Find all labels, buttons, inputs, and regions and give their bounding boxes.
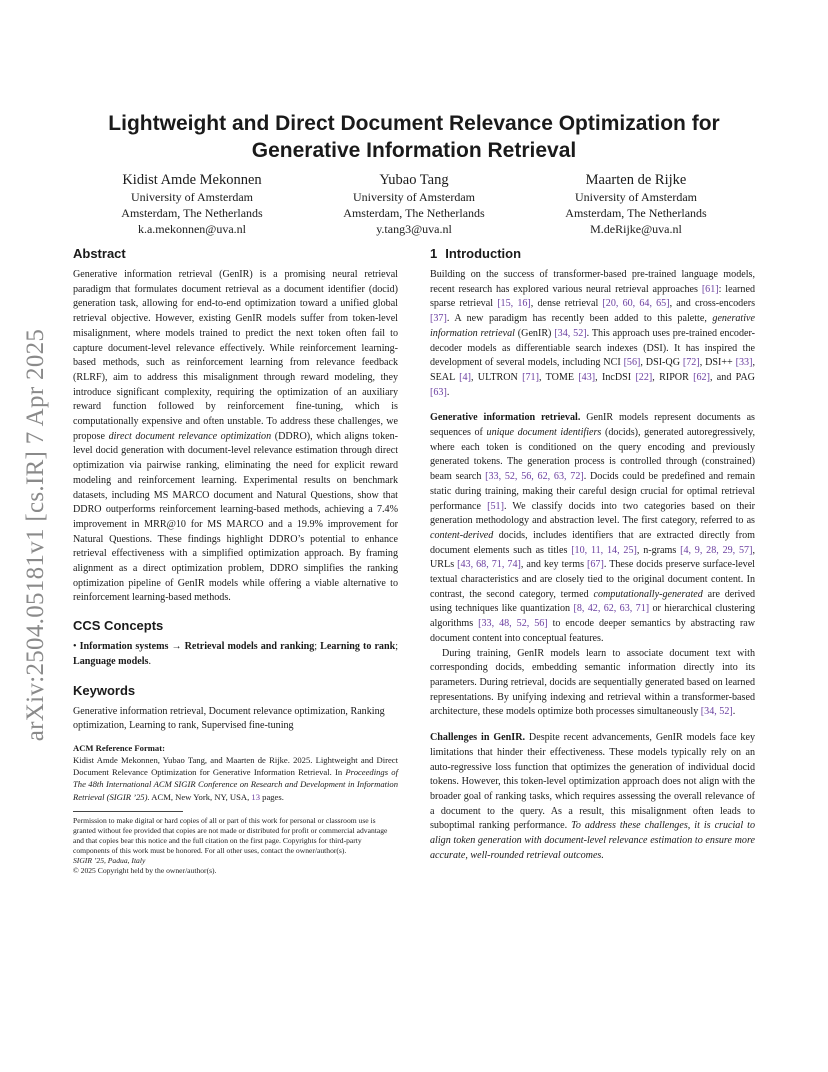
body-text: . Docids could be predefined and remain static during training, making their careful design crucial for optimal retrieval performance xyxy=(430,471,755,512)
citation-link[interactable]: [72] xyxy=(682,357,700,369)
ref-format-part2: ACM, New York, NY, USA, xyxy=(149,791,252,802)
ref-format-proceedings: Proceedings of The 48th International ACM SIGIR Conference on Research and Development in Information Retrieval (SIGIR ’25). xyxy=(73,767,398,802)
abstract-heading: Abstract xyxy=(73,246,126,261)
body-text: . A new paradigm has recently been added to this palette, xyxy=(446,313,713,325)
body-text: Building on the success of transformer-based pre-trained language models, recent research has explored various neural retrieval approaches xyxy=(430,269,755,295)
citation-link[interactable]: [22] xyxy=(635,371,653,383)
ccs-end: . xyxy=(148,655,151,667)
body-text: . We classify docids into two categories based on their generation methodology and abstraction level. The first category, referred to as xyxy=(430,500,755,527)
citation-link[interactable]: [34, 52] xyxy=(554,327,587,339)
citation-link[interactable]: [43, 68, 71, 74] xyxy=(457,559,521,571)
emphasized-text: computationally-generated xyxy=(593,588,703,600)
citation-link[interactable]: [10, 11, 14, 25] xyxy=(571,544,637,556)
author-3 xyxy=(526,171,746,237)
ccs-item: Learning to rank xyxy=(320,641,396,653)
emphasized-text: unique document identifiers xyxy=(486,427,602,439)
body-text: , IncDSI xyxy=(595,371,636,383)
body-text: , SEAL xyxy=(430,357,755,383)
body-text: , and cross-encoders xyxy=(669,298,755,310)
arxiv-stamp-text: arXiv:2504.05181v1 [cs.IR] 7 Apr 2025 xyxy=(22,328,50,742)
body-text: , DSI-QG xyxy=(640,357,683,369)
abstract-text-part1: Generative information retrieval (GenIR) is a promising neural retrieval paradigm that formulates document retrieval as a document identifier (docid) generation task, allowing for end-to-end optimization toward a unified global retrieval objective. However, existing GenIR models suffer from token-level misalignment, where models trained to predict the next token often fail to capture document-level relevance effectively. While reinforcement learning-based methods, such as reinforcement learning from relevance feedback (RLRF), aim to address this misalignment through reward modeling, they introduce significant complexity, requiring the optimization of an auxiliary reward function followed by reinforcement fine-tuning, which is computationally expensive and often unstable. To address these challenges, we propose xyxy=(73,269,398,442)
emphasized-text: generative information retrieval xyxy=(430,313,755,339)
citation-link[interactable]: [51] xyxy=(487,500,504,512)
body-text: docids, includes identifiers that are extracted directly from document elements such as titles xyxy=(430,529,755,556)
section-number: 1 xyxy=(430,246,438,261)
body-text: . xyxy=(446,386,450,398)
citation-link[interactable]: [4, 9, 28, 29, 57] xyxy=(680,544,753,556)
intro-paragraph-2 xyxy=(430,411,755,646)
ref-format-part3: pages. xyxy=(260,791,284,802)
author-2 xyxy=(304,171,524,237)
author-location: Amsterdam, The Netherlands xyxy=(343,206,485,220)
citation-link[interactable]: [63] xyxy=(430,386,447,398)
author-location: Amsterdam, The Netherlands xyxy=(565,206,707,220)
ccs-item: Retrieval models and ranking xyxy=(184,641,315,653)
body-text: , n-grams xyxy=(636,544,681,556)
author-1 xyxy=(82,171,302,237)
citation-link[interactable]: [8, 42, 62, 63, 71] xyxy=(573,603,650,615)
author-affiliation: University of Amsterdam xyxy=(353,190,475,204)
body-text: , and key terms xyxy=(520,559,588,571)
permission-text: Permission to make digital or hard copies of all or part of this work for personal or classroom use is granted without fee provided that copies are not made or distributed for profit or commercial advantage and that copies bear this notice and the full citation on the first page. Copyrights for third-party components of this work must be honored. For all other uses, contact the owner/author(s). xyxy=(73,815,388,855)
citation-link[interactable]: [61] xyxy=(701,283,719,295)
abstract-text-part2: (DDRO), which aligns token-level docid generation with document-level relevance estimation through direct optimization via pairwise ranking, eliminating the need for explicit reward modeling and reinforcement learning. Experimental results on benchmark datasets, including MS MARCO document and Natural Questions, show that DDRO outperforms reinforcement learning-based methods, achieving a 7.4% improvement in MRR@10 for MS MARCO and a 19.9% improvement for Natural Questions. These findings highlight DDRO’s potential to enhance retrieval effectiveness with a simplified optimization approach. By framing alignment as a direct optimization problem, DDRO simplifies the ranking optimization pipeline of GenIR models while offering a viable alternative to reinforcement learning-based methods. xyxy=(73,430,399,604)
ccs-separator: ; xyxy=(395,641,399,653)
body-text: . xyxy=(732,706,736,718)
citation-link[interactable]: [43] xyxy=(578,371,596,383)
body-text: GenIR models represent documents as sequences of xyxy=(430,412,755,439)
keywords-text: Generative information retrieval, Document relevance optimization, Ranking optimization, Learning to rank, Supervised fine-tuning xyxy=(73,705,385,732)
arxiv-stamp xyxy=(14,300,58,770)
author-email[interactable]: M.deRijke@uva.nl xyxy=(590,222,682,236)
citation-link[interactable]: [62] xyxy=(693,371,710,383)
author-name: Kidist Amde Mekonnen xyxy=(122,172,262,188)
citation-link[interactable]: [71] xyxy=(522,371,539,383)
author-location: Amsterdam, The Netherlands xyxy=(121,206,263,220)
runin-heading: Generative information retrieval. xyxy=(430,412,581,424)
citation-link[interactable]: [37] xyxy=(430,313,447,325)
left-column xyxy=(73,246,398,876)
permission-venue xyxy=(73,856,398,866)
intro-paragraph-4 xyxy=(430,731,755,863)
ccs-arrow: → xyxy=(168,641,185,653)
body-text: (GenIR) xyxy=(514,327,555,339)
ccs-bullet: • xyxy=(73,641,77,653)
emphasized-text: content-derived xyxy=(430,529,494,541)
author-affiliation: University of Amsterdam xyxy=(131,190,253,204)
body-text: , dense retrieval xyxy=(530,298,603,310)
emphasized-text: To address these challenges, it is crucial to align token generation with document-level relevance estimation to ensure more accurate, well-rounded retrieval outcomes. xyxy=(430,820,755,861)
section-title: Introduction xyxy=(445,246,522,261)
body-text: : learned sparse retrieval xyxy=(430,283,755,310)
body-text: , and PAG xyxy=(709,371,755,383)
author-email[interactable]: y.tang3@uva.nl xyxy=(376,222,452,236)
citation-link[interactable]: [4] xyxy=(459,371,471,383)
body-text: or hierarchical clustering algorithms xyxy=(430,603,755,630)
ccs-item: Language models xyxy=(73,655,149,667)
body-text: , RIPOR xyxy=(652,371,694,383)
body-text: . These docids preserve surface-level textual characteristics and are closely tied to the original document content. In contrast, the second category, termed xyxy=(430,559,755,600)
body-text: Despite recent advancements, GenIR models face key limitations that hinder their effectiveness. These models typically rely on an auto-regressive loss function that optimizes the generation of individual docid tokens. However, this token-level optimization approach does not align with the broader goal of ranking tasks, which requires assessing the overall relevance of a document to the query. As a result, this misalignment often leads to suboptimal ranking performance. xyxy=(430,732,755,832)
paper-title xyxy=(60,110,768,164)
citation-link[interactable]: [15, 16] xyxy=(497,298,531,310)
acm-reference-format xyxy=(73,743,398,803)
copyright-text: © 2025 Copyright held by the owner/author(s). xyxy=(73,865,217,875)
ccs-item: Information systems xyxy=(79,641,169,653)
venue-text: SIGIR ’25, Padua, Italy xyxy=(73,855,146,865)
citation-link[interactable]: [56] xyxy=(623,357,641,369)
paper-title-line1: Lightweight and Direct Document Relevance Optimization for xyxy=(108,112,720,135)
paper-title-line2: Generative Information Retrieval xyxy=(251,139,577,162)
intro-paragraph-3 xyxy=(430,647,755,721)
ref-format-text xyxy=(73,754,398,803)
citation-link[interactable]: [33] xyxy=(735,357,753,369)
author-affiliation: University of Amsterdam xyxy=(575,190,697,204)
intro-paragraph-1 xyxy=(430,268,755,400)
right-column xyxy=(430,246,755,863)
abstract-text-emphasis: direct document relevance optimization xyxy=(108,430,272,442)
body-text: , ULTRON xyxy=(470,371,523,383)
body-text: . This approach uses pre-trained encoder-decoder models as differentiable search indexes (DSI). It has inspired the development of several models, including NCI xyxy=(430,327,755,369)
ccs-heading: CCS Concepts xyxy=(73,618,164,634)
body-text: , DSI++ xyxy=(699,357,736,369)
author-email[interactable]: k.a.mekonnen@uva.nl xyxy=(137,222,247,236)
page-count-link[interactable]: 13 xyxy=(251,791,260,802)
citation-link[interactable]: [34, 52] xyxy=(700,706,733,718)
footnote-divider xyxy=(73,811,183,812)
ccs-separator: ; xyxy=(314,641,321,653)
author-name: Yubao Tang xyxy=(379,172,449,188)
citation-link[interactable]: [33, 52, 56, 62, 63, 72] xyxy=(485,471,584,483)
permission-notice xyxy=(73,816,398,876)
ref-format-part1: Kidist Amde Mekonnen, Yubao Tang, and Maarten de Rijke. 2025. Lightweight and Direct Document Relevance Optimization for Generative Information Retrieval. In xyxy=(73,754,398,778)
body-text: , TOME xyxy=(538,371,579,383)
body-text: During training, GenIR models learn to associate document text with corresponding docids, embedding semantic information directly into its parameters. During retrieval, docids are sequentially generated based on learned representations. By unifying indexing and retrieval within a transformer-based architecture, these models optimize both processes simultaneously xyxy=(430,647,755,718)
citation-link[interactable]: [67] xyxy=(587,559,604,571)
abstract-text xyxy=(73,268,398,606)
runin-heading: Challenges in GenIR. xyxy=(430,732,526,744)
author-name: Maarten de Rijke xyxy=(585,172,687,188)
citation-link[interactable]: [20, 60, 64, 65] xyxy=(602,298,670,310)
body-text: to encode deeper semantics by abstracting raw document content into conceptual features. xyxy=(430,618,755,644)
body-text: are derived using techniques like quantization xyxy=(430,588,756,615)
keywords-heading: Keywords xyxy=(73,682,136,698)
citation-link[interactable]: [33, 48, 52, 56] xyxy=(478,618,548,630)
introduction-heading xyxy=(430,246,755,262)
body-text: (docids), generated autoregressively, where each token is conditioned on the query encoding and previously generated tokens. The generation process is controlled through (constrained) beam search xyxy=(430,427,755,483)
ref-format-heading: ACM Reference Format: xyxy=(73,742,165,753)
ccs-concepts xyxy=(73,640,398,669)
body-text: , URLs xyxy=(430,544,755,571)
